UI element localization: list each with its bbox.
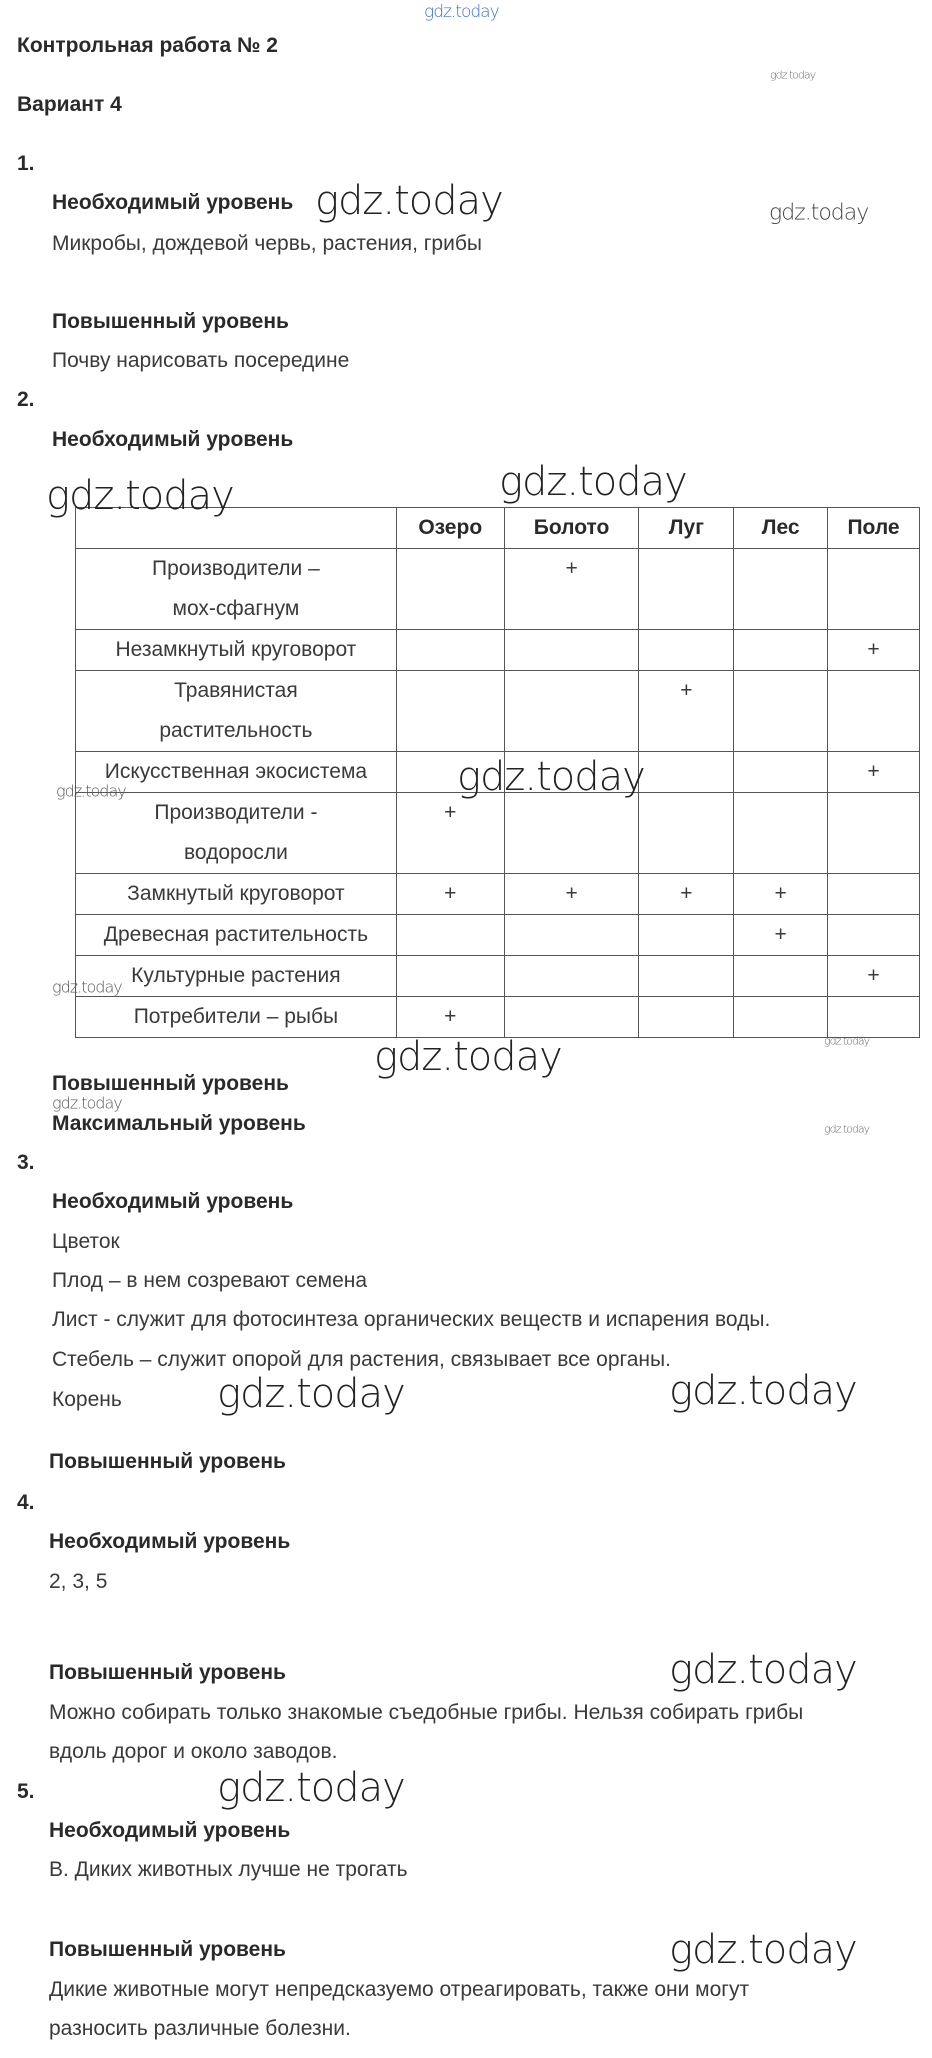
- level-heading: Повышенный уровень: [52, 310, 289, 333]
- mark-cell: [504, 997, 639, 1038]
- answer-line: Можно собирать только знакомые съедобные грибы. Нельзя собирать грибы: [49, 1701, 804, 1724]
- mark-cell: [639, 915, 734, 956]
- watermark: gdz.today: [374, 1034, 562, 1080]
- mark-cell: [396, 915, 504, 956]
- mark-cell: +: [639, 874, 734, 915]
- row-label: Травянистая растительность: [76, 671, 397, 752]
- answer-line: Дикие животные могут непредсказуемо отреагировать, также они могут: [49, 1978, 750, 2001]
- column-header: Болото: [504, 508, 639, 549]
- mark-cell: +: [396, 874, 504, 915]
- level-heading: Необходимый уровень: [49, 1530, 291, 1553]
- answer-text: В. Диких животных лучше не трогать: [49, 1858, 408, 1881]
- mark-cell: [396, 956, 504, 997]
- column-header: Поле: [828, 508, 920, 549]
- answer-line: Лист - служит для фотосинтеза органических веществ и испарения воды.: [52, 1308, 771, 1331]
- row-label: Незамкнутый круговорот: [76, 630, 397, 671]
- table-row: [76, 630, 920, 671]
- page-title: Контрольная работа № 2: [17, 34, 278, 57]
- mark-cell: +: [396, 997, 504, 1038]
- mark-cell: [639, 752, 734, 793]
- answer-line: Корень: [52, 1388, 122, 1411]
- mark-cell: [734, 549, 828, 630]
- mark-cell: +: [504, 549, 639, 630]
- mark-cell: [396, 671, 504, 752]
- watermark: gdz.today: [669, 1368, 857, 1414]
- watermark: gdz.today: [46, 473, 234, 519]
- mark-cell: +: [828, 956, 920, 997]
- question-number: 4.: [17, 1491, 35, 1514]
- answer-line: вдоль дорог и около заводов.: [49, 1740, 338, 1763]
- mark-cell: [734, 630, 828, 671]
- mark-cell: +: [828, 630, 920, 671]
- watermark: gdz.today: [770, 68, 816, 82]
- watermark: gdz.today: [52, 977, 122, 997]
- watermark: gdz.today: [824, 1034, 870, 1048]
- table-row: [76, 793, 920, 874]
- level-heading: Необходимый уровень: [52, 428, 294, 451]
- mark-cell: [734, 793, 828, 874]
- row-label: Древесная растительность: [76, 915, 397, 956]
- level-heading: Повышенный уровень: [52, 1072, 289, 1095]
- question-number: 1.: [17, 152, 35, 175]
- level-heading: Повышенный уровень: [49, 1661, 286, 1684]
- level-heading: Необходимый уровень: [52, 1190, 294, 1213]
- table-row: [76, 549, 920, 630]
- table-row: [76, 956, 920, 997]
- answer-line: Цветок: [52, 1230, 120, 1253]
- watermark: gdz.today: [52, 1093, 122, 1113]
- mark-cell: [639, 630, 734, 671]
- mark-cell: [828, 874, 920, 915]
- mark-cell: [734, 997, 828, 1038]
- mark-cell: +: [504, 874, 639, 915]
- level-heading: Повышенный уровень: [49, 1450, 286, 1473]
- row-label: Культурные растения: [76, 956, 397, 997]
- answer-line: Стебель – служит опорой для растения, связывает все органы.: [52, 1348, 671, 1371]
- mark-cell: [396, 549, 504, 630]
- level-heading: Необходимый уровень: [49, 1819, 291, 1842]
- mark-cell: [639, 793, 734, 874]
- mark-cell: [504, 671, 639, 752]
- watermark: gdz.today: [217, 1765, 405, 1811]
- row-label: Потребители – рыбы: [76, 997, 397, 1038]
- mark-cell: +: [396, 793, 504, 874]
- column-header: Лес: [734, 508, 828, 549]
- answer-text: Почву нарисовать посередине: [52, 349, 350, 372]
- watermark: gdz.today: [424, 2, 499, 22]
- mark-cell: [504, 793, 639, 874]
- watermark: gdz.today: [669, 1927, 857, 1973]
- watermark: gdz.today: [499, 459, 687, 505]
- watermark: gdz.today: [669, 1647, 857, 1693]
- row-label: Производители – мох-сфагнум: [76, 549, 397, 630]
- watermark: gdz.today: [56, 781, 126, 801]
- level-heading: Повышенный уровень: [49, 1938, 286, 1961]
- watermark: gdz.today: [457, 754, 645, 800]
- mark-cell: [504, 956, 639, 997]
- row-label: Производители - водоросли: [76, 793, 397, 874]
- mark-cell: [639, 549, 734, 630]
- question-number: 5.: [17, 1780, 35, 1803]
- question-number: 2.: [17, 388, 35, 411]
- mark-cell: [828, 997, 920, 1038]
- mark-cell: +: [734, 915, 828, 956]
- watermark: gdz.today: [315, 178, 503, 224]
- mark-cell: [828, 915, 920, 956]
- mark-cell: [396, 630, 504, 671]
- answer-text: Микробы, дождевой червь, растения, грибы: [52, 232, 482, 255]
- mark-cell: [504, 630, 639, 671]
- watermark: gdz.today: [824, 1122, 870, 1136]
- mark-cell: [828, 793, 920, 874]
- variant-heading: Вариант 4: [17, 93, 122, 116]
- column-header: Луг: [639, 508, 734, 549]
- answer-line: разносить различные болезни.: [49, 2017, 351, 2040]
- row-label: Замкнутый круговорот: [76, 874, 397, 915]
- table-row: [76, 915, 920, 956]
- mark-cell: [504, 915, 639, 956]
- mark-cell: [639, 997, 734, 1038]
- answer-line: Плод – в нем созревают семена: [52, 1269, 368, 1292]
- mark-cell: +: [828, 752, 920, 793]
- mark-cell: [828, 671, 920, 752]
- answer-text: 2, 3, 5: [49, 1570, 108, 1593]
- watermark: gdz.today: [217, 1371, 405, 1417]
- table-row: [76, 874, 920, 915]
- mark-cell: +: [639, 671, 734, 752]
- mark-cell: [734, 956, 828, 997]
- question-number: 3.: [17, 1151, 35, 1174]
- row-label: Искусственная экосистема: [76, 752, 397, 793]
- table-row: [76, 997, 920, 1038]
- table-row: [76, 671, 920, 752]
- level-heading: Максимальный уровень: [52, 1112, 306, 1135]
- mark-cell: [734, 671, 828, 752]
- mark-cell: [828, 549, 920, 630]
- mark-cell: +: [734, 874, 828, 915]
- watermark: gdz.today: [769, 200, 869, 226]
- mark-cell: [734, 752, 828, 793]
- level-heading: Необходимый уровень: [52, 191, 294, 214]
- mark-cell: [639, 956, 734, 997]
- column-header: Озеро: [396, 508, 504, 549]
